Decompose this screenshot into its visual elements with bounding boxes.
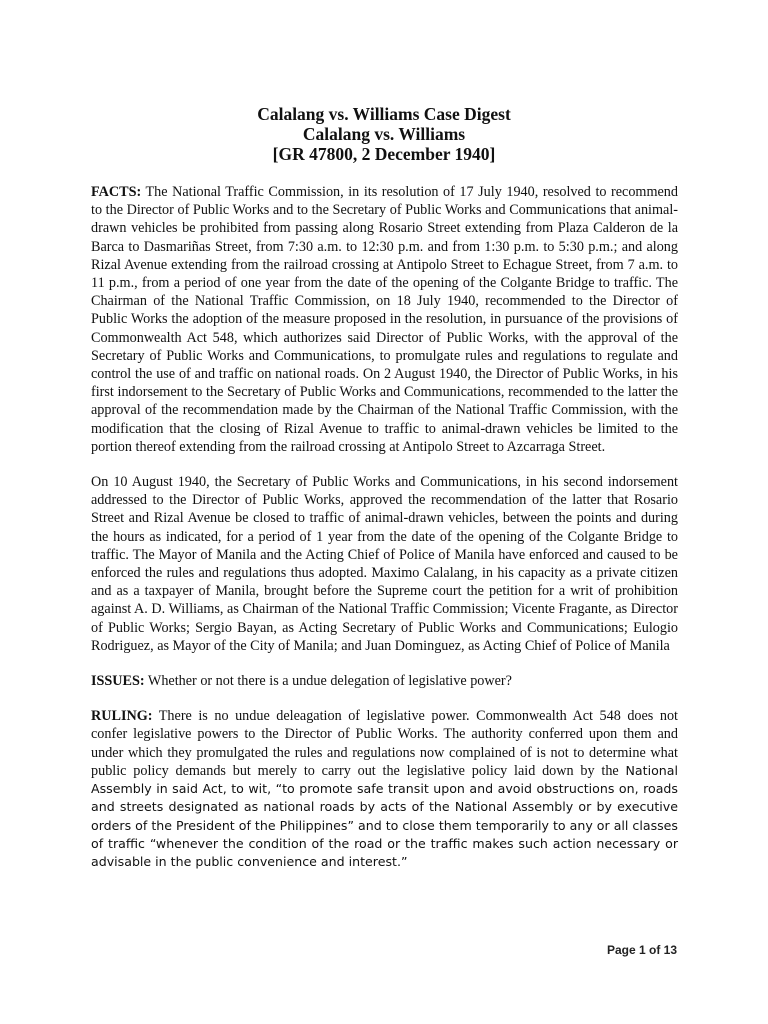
title-line-3: [GR 47800, 2 December 1940] bbox=[272, 144, 496, 164]
page-number: Page 1 of 13 bbox=[606, 943, 677, 957]
issues-text: Whether or not there is a undue delegation of legislative power? bbox=[144, 673, 512, 690]
facts-text: The National Traffic Commission, in its resolution of 17 July 1940, resolved to recommend to the Director of Public Works and to the Secretary of Public Works and Communications that animal-drawn vehicles be prohibited from passing along Rosario Street extending from Plaza Calderon de la Barca to Dasmariñas Street, from 7:30 a.m. to 12:30 p.m. and from 1:30 p.m. to 5:30 p.m.; and along Rizal Avenue extending from the railroad crossing at Antipolo Street to Echague Street, from 7 a.m. to 11 p.m., from a period of one year from the date of the opening of the Colgante Bridge to traffic. The Chairman of the National Traffic Commission, on 18 July 1940, recommended to the Director of Public Works the adoption of the measure proposed in the resolution, in pursuance of the provisions of Commonwealth Act 548, which authorizes said Director of Public Works, with the approval of the Secretary of Public Works and Communications, to promulgate rules and regulations to regulate and control the use of and traffic on national roads. On 2 August 1940, the Director of Public Works, in his first indorsement to the Secretary of Public Works and Communications, recommended to the latter the approval of the recommendation made by the Chairman of the National Traffic Commission, with the modification that the closing of Rizal Avenue to traffic to animal-drawn vehicles be limited to the portion thereof extending from the railroad crossing at Antipolo Street to Azcarraga Street. bbox=[91, 184, 678, 455]
title-line-2: Calalang vs. Williams bbox=[302, 124, 466, 144]
ruling-label: RULING: bbox=[91, 708, 153, 725]
facts-paragraph bbox=[91, 183, 678, 456]
issues-paragraph bbox=[91, 672, 678, 690]
ruling-paragraph bbox=[91, 707, 678, 871]
document-body bbox=[91, 183, 678, 889]
issues-label: ISSUES: bbox=[91, 673, 145, 690]
document-title bbox=[0, 104, 768, 164]
facts-label: FACTS: bbox=[91, 184, 142, 200]
ruling-quoted-text: National Assembly in said Act, to wit, “to promote safe transit upon and avoid obstructions on, roads and streets designated as national roads by acts of the National Assembly or by executive orders of the President of the Philippines” and to close them temporarily to any or all classes of traffic “whenever the condition of the road or the traffic makes such action necessary or advisable in the public convenience and interest.” bbox=[91, 762, 678, 869]
ruling-text: There is no undue deleagation of legislative power. Commonwealth Act 548 does not confer legislative powers to the Director of Public Works. The authority conferred upon them and under which they promulgated the rules and regulations now complained of is not to determine what public policy demands but merely to carry out the legislative policy laid down by the bbox=[91, 708, 678, 779]
facts-paragraph-2: On 10 August 1940, the Secretary of Public Works and Communications, in his second indorsement addressed to the Director of Public Works, approved the recommendation of the latter that Rosario Street and Rizal Avenue be closed to traffic of animal-drawn vehicles, between the points and during the hours as indicated, for a period of 1 year from the date of the opening of the Colgante Bridge to traffic. The Mayor of Manila and the Acting Chief of Police of Manila have enforced and caused to be enforced the rules and regulations thus adopted. Maximo Calalang, in his capacity as a private citizen and as a taxpayer of Manila, brought before the Supreme court the petition for a writ of prohibition against A. D. Williams, as Chairman of the National Traffic Commission; Vicente Fragante, as Director of Public Works; Sergio Bayan, as Acting Secretary of Public Works and Communications; Eulogio Rodriguez, as Mayor of the City of Manila; and Juan Dominguez, as Acting Chief of Police of Manila bbox=[91, 474, 678, 654]
title-line-1: Calalang vs. Williams Case Digest bbox=[257, 104, 511, 124]
